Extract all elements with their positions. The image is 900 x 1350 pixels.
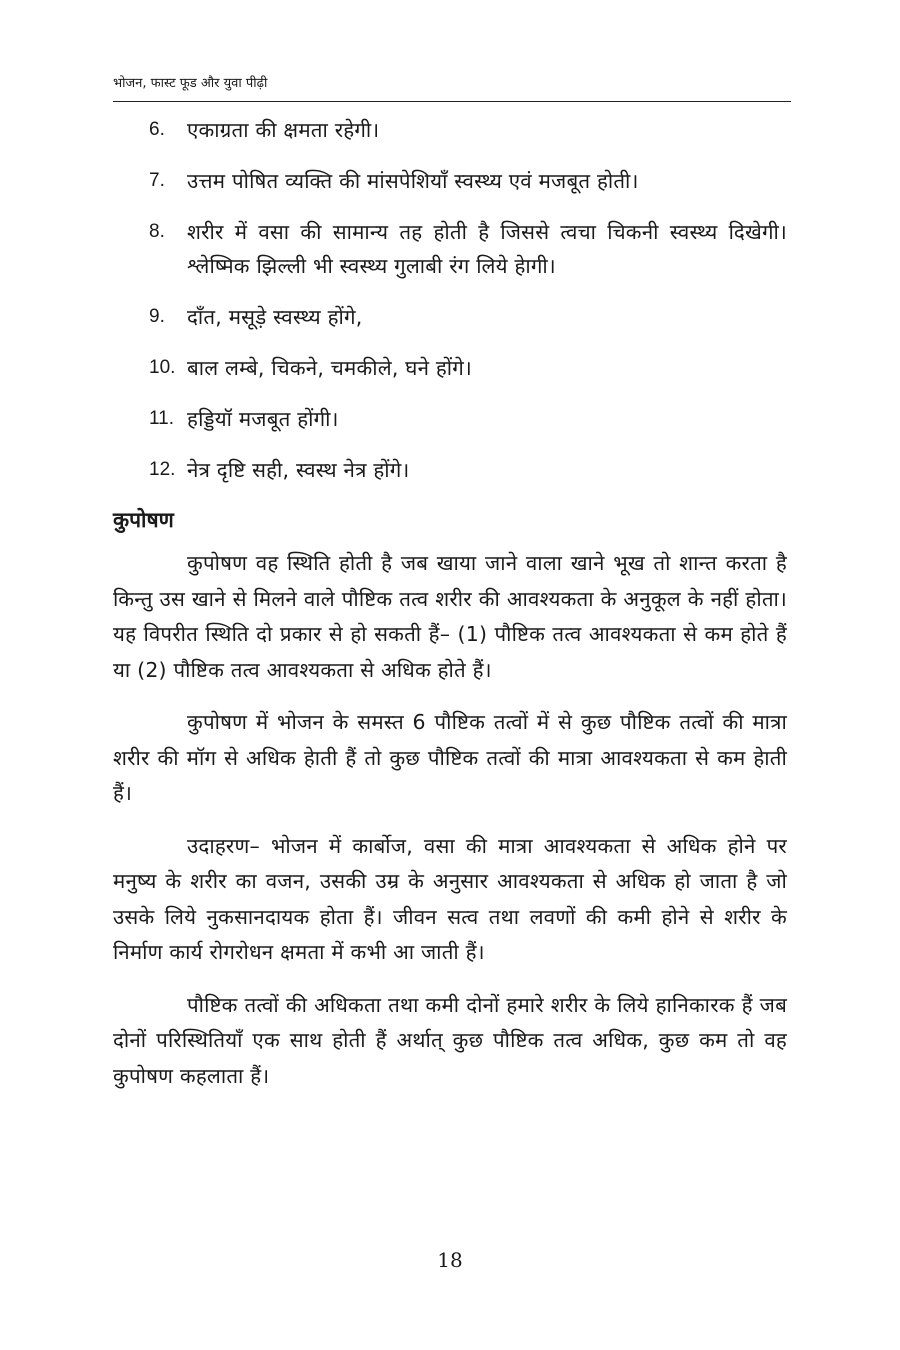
paragraph: उदाहरण– भोजन में कार्बोज, वसा की मात्रा आवश्यकता से अधिक होने पर मनुष्य के शरीर का वजन, उसकी उम्र के अनुसार आवश्यकता से अधिक हो जाता है जो उसके लिये नुकसानदायक होता हैं। जीवन सत्व तथा लवणों की कमी होने से शरीर के निर्माण कार्य रोगरोधन क्षमता में कभी आ जाती हैं।: [113, 833, 787, 964]
list-item: [113, 351, 787, 385]
list-item-number: 9.: [149, 306, 165, 327]
page-body: [113, 113, 787, 1111]
list-item: [113, 164, 787, 198]
list-item-number: 7.: [149, 170, 165, 191]
running-title: भोजन, फास्ट फूड और युवा पीढ़ी: [113, 76, 268, 91]
list-item: [113, 215, 787, 283]
list-item: [113, 453, 787, 487]
list-item-text: एकाग्रता की क्षमता रहेगी।: [187, 118, 380, 142]
list-item-number: 8.: [149, 221, 165, 242]
list-item-text: नेत्र दृष्टि सही, स्वस्थ नेत्र होंगे।: [187, 458, 410, 482]
list-item-text: हड्डियॉ मजबूत होंगी।: [187, 407, 339, 431]
page-number: 18: [437, 1248, 463, 1272]
list-item-number: 6.: [149, 119, 165, 140]
list-item-number: 12.: [149, 459, 176, 480]
paragraph: पौष्टिक तत्वों की अधिकता तथा कमी दोनों हमारे शरीर के लिये हानिकारक हैं जब दोनों परिस्थितियाँ एक साथ होती हैं अर्थात् कुछ पौष्टिक तत्व अधिक, कुछ कम तो वह कुपोषण कहलाता हैं।: [113, 992, 787, 1088]
list-item-text: दाँत, मसूड़े स्वस्थ्य होंगे,: [187, 305, 363, 329]
list-item: [113, 300, 787, 334]
characteristics-list: [113, 113, 787, 487]
list-item-text: उत्तम पोषित व्यक्ति की मांसपेशियाँ स्वस्थ्य एवं मजबूत होती।: [187, 169, 639, 193]
list-item-text: शरीर में वसा की सामान्य तह होती है जिससे त्वचा चिकनी स्वस्थ्य दिखेगी। श्लेष्मिक झिल्ली भी स्वस्थ्य गुलाबी रंग लिये हेागी।: [187, 220, 787, 278]
list-item: [113, 113, 787, 147]
paragraph: कुपोषण में भोजन के समस्त 6 पौष्टिक तत्वों में से कुछ पौष्टिक तत्वों की मात्रा शरीर की मॉग से अधिक हेाती हैं तो कुछ पौष्टिक तत्वों की मात्रा आवश्यकता से कम हेाती हैं।: [113, 710, 787, 805]
paragraph: कुपोषण वह स्थिति होती है जब खाया जाने वाला खाने भूख तो शान्त करता है किन्तु उस खाने से मिलने वाले पौष्टिक तत्व शरीर की आवश्यकता के अनुकूल के नहीं होता। यह विपरीत स्थिति दो प्रकार से हो सकती हैं– (1) पौष्टिक तत्व आवश्यकता से कम होते हैं या (2) पौष्टिक तत्व आवश्यकता से अधिक होते हैं।: [113, 551, 787, 682]
list-item-number: 11.: [149, 408, 175, 429]
list-item-number: 10.: [149, 357, 176, 378]
running-header: [113, 74, 791, 102]
list-item: [113, 402, 787, 436]
section-heading: कुपोषण: [113, 508, 174, 532]
list-item-text: बाल लम्बे, चिकने, चमकीले, घने होंगे।: [187, 356, 472, 380]
